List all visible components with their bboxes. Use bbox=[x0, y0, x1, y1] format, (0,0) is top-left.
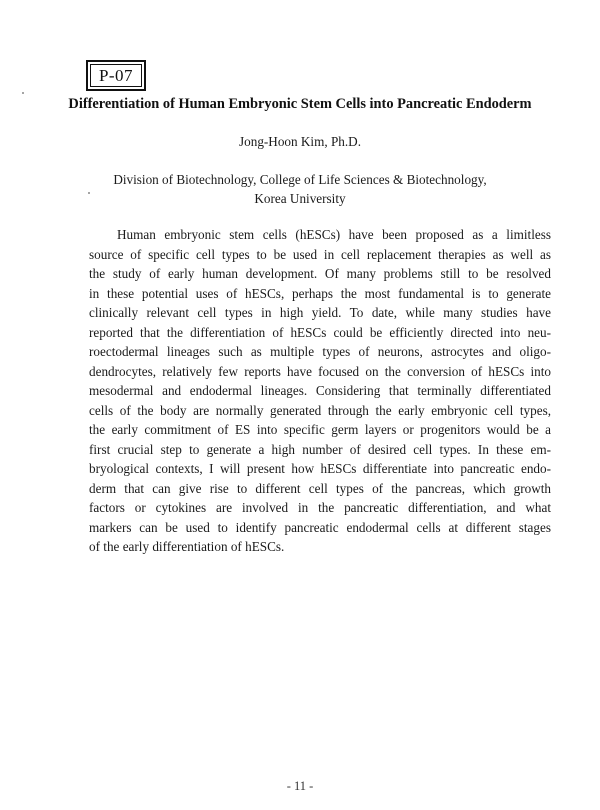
scan-speck bbox=[22, 92, 24, 94]
abstract-line: reported that the differentiation of hESCs could be efficiently directed into neu- bbox=[89, 324, 551, 340]
abstract-line: the early commitment of ES into specific germ layers or progenitors would be a bbox=[89, 422, 551, 437]
page-number: - 11 - bbox=[286, 779, 314, 793]
abstract-line: in these potential uses of hESCs, perhaps the most fundamental is to generate bbox=[89, 285, 551, 301]
author-name: Jong-Hoon Kim, Ph.D. bbox=[239, 134, 361, 149]
scan-speck bbox=[88, 192, 90, 194]
abstract-line: clinically relevant cell types in high yield. To date, while many studies have bbox=[89, 305, 551, 320]
author-affiliation bbox=[60, 171, 540, 208]
affiliation-line: Korea University bbox=[254, 190, 346, 206]
abstract-line: of the early differentiation of hESCs. bbox=[89, 539, 285, 554]
abstract-line: source of specific cell types to be used in cell replacement therapies as well as bbox=[89, 246, 551, 262]
abstract-body bbox=[89, 225, 551, 557]
affiliation-line: Division of Biotechnology, College of Life Sciences & Biotechnology, bbox=[113, 172, 487, 187]
abstract-line: derm that can give rise to different cell types of the pancreas, which growth bbox=[89, 480, 551, 496]
abstract-line: first crucial step to generate a high number of desired cell types. In these em- bbox=[89, 441, 551, 457]
abstract-line: roectodermal lineages such as multiple types of neurons, astrocytes and oligo- bbox=[89, 344, 551, 359]
abstract-line: the study of early human development. Of many problems still to be resolved bbox=[89, 266, 551, 281]
abstract-line: cells of the body are normally generated through the early embryonic cell types, bbox=[89, 402, 551, 418]
poster-number: P-07 bbox=[90, 64, 142, 87]
abstract-line: dendrocytes, relatively few reports have focused on the conversion of hESCs into bbox=[89, 363, 551, 379]
abstract-line: mesodermal and endodermal lineages. Considering that terminally differentiated bbox=[89, 383, 551, 398]
abstract-line: markers can be used to identify pancreatic endodermal cells at different stages bbox=[89, 519, 551, 535]
abstract-line: Human embryonic stem cells (hESCs) have been proposed as a limitless bbox=[117, 227, 551, 242]
abstract-title: Differentiation of Human Embryonic Stem Cells into Pancreatic Endoderm bbox=[68, 96, 532, 112]
poster-number-box bbox=[86, 60, 146, 91]
abstract-line: bryological contexts, I will present how hESCs differentiate into pancreatic endo- bbox=[89, 461, 551, 476]
abstract-line: factors or cytokines are involved in the pancreatic differentiation, and what bbox=[89, 500, 551, 515]
